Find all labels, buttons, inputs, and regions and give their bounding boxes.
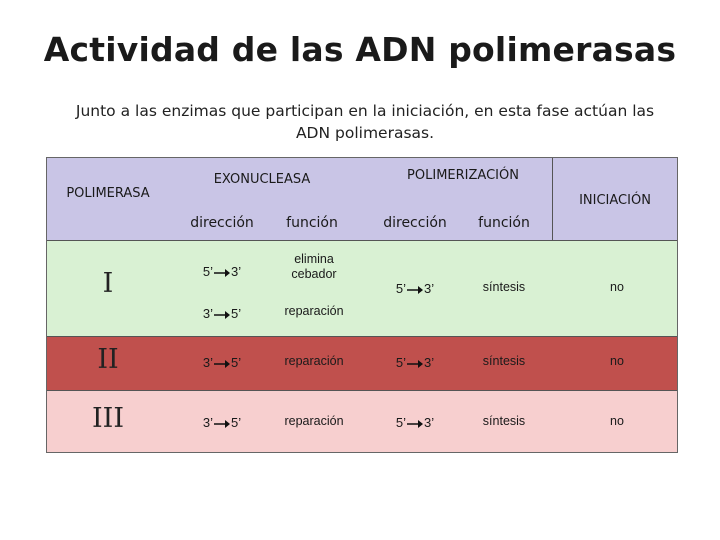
arrow-right-icon <box>407 285 423 295</box>
pol-funcion: síntesis <box>482 354 526 368</box>
header-direccion-pol: dirección <box>383 215 447 231</box>
arrow-right-icon <box>214 310 230 320</box>
arrow-right-icon <box>214 419 230 429</box>
arrow-right-icon <box>214 359 230 369</box>
exo-direccion <box>177 306 267 321</box>
grid-line <box>47 390 677 391</box>
direction-from: 3’ <box>202 355 213 370</box>
polimerasa-name: III <box>92 403 124 434</box>
polimerasas-table <box>46 157 678 453</box>
direction-to: 5’ <box>231 306 242 321</box>
direction-to: 3’ <box>424 355 435 370</box>
direction-to: 3’ <box>424 281 435 296</box>
iniciacion-value: no <box>610 354 624 368</box>
header-polimerasa: POLIMERASA <box>66 186 150 201</box>
slide-subtitle: Junto a las enzimas que participan en la iniciación, en esta fase actúan las ADN polimerasas. <box>75 102 655 142</box>
direction-to: 3’ <box>424 415 435 430</box>
direction-from: 3’ <box>202 415 213 430</box>
exo-direccion <box>177 415 267 430</box>
header-iniciacion: INICIACIÓN <box>579 193 651 208</box>
direction-to: 5’ <box>231 415 242 430</box>
pol-direccion <box>367 415 463 430</box>
exo-direccion <box>177 355 267 370</box>
direction-to: 3’ <box>231 264 242 279</box>
arrow-right-icon <box>214 268 230 278</box>
polimerasa-name: I <box>102 268 114 299</box>
polimerasa-name: II <box>97 344 119 375</box>
exo-funcion: reparación <box>284 414 344 428</box>
pol-direccion <box>367 355 463 370</box>
pol-funcion: síntesis <box>482 414 526 428</box>
header-exonucleasa: EXONUCLEASA <box>213 172 311 187</box>
direction-from: 5’ <box>395 355 406 370</box>
direction-from: 5’ <box>395 415 406 430</box>
slide-title: Actividad de las ADN polimerasas <box>43 30 677 69</box>
arrow-right-icon <box>407 419 423 429</box>
direction-from: 3’ <box>202 306 213 321</box>
grid-line <box>47 240 677 241</box>
pol-direccion <box>367 281 463 296</box>
header-direccion-exo: dirección <box>190 215 254 231</box>
exo-direccion <box>177 264 267 279</box>
exo-funcion: reparación <box>284 354 344 368</box>
header-funcion-exo: función <box>286 215 338 231</box>
iniciacion-value: no <box>610 280 624 294</box>
grid-line <box>47 336 677 337</box>
pol-funcion: síntesis <box>482 280 526 294</box>
direction-to: 5’ <box>231 355 242 370</box>
header-polimerizacion: POLIMERIZACIÓN <box>407 168 519 183</box>
arrow-right-icon <box>407 359 423 369</box>
direction-from: 5’ <box>202 264 213 279</box>
header-funcion-pol: función <box>478 215 530 231</box>
exo-funcion: elimina cebador <box>291 252 337 281</box>
direction-from: 5’ <box>395 281 406 296</box>
exo-funcion: reparación <box>284 304 344 318</box>
iniciacion-value: no <box>610 414 624 428</box>
